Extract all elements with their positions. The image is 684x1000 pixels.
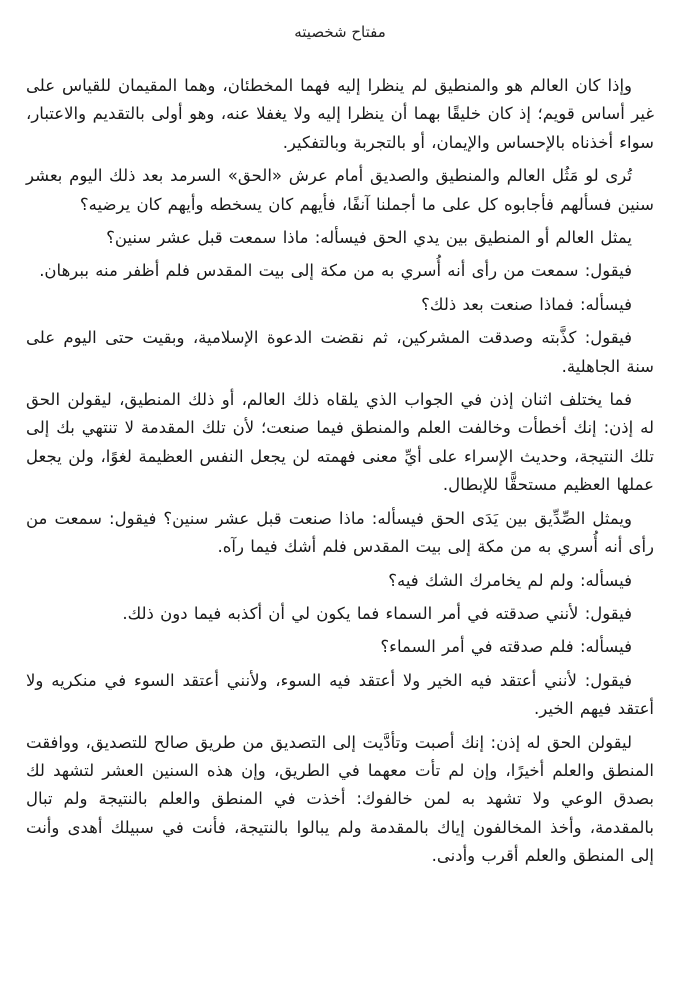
paragraph: وإذا كان العالم هو والمنطيق لم ينظرا إليه فهما المخطئان، وهما المقيمان للقياس على غير أساس قويم؛ إذ كان خليقًا بهما أن ينظرا إليه ولا يغفلا عنه، وهو أولى بالتقديم والاعتبار، سواء أخذناه بالإحساس والإيمان، أو بالتجربة وبالتفكير. [26, 76, 654, 152]
paragraph: فيقول: لأنني صدقته في أمر السماء فما يكون لي أن أكذبه فيما دون ذلك. [122, 603, 632, 623]
paragraph: يمثل العالم أو المنطيق بين يدي الحق فيسأله: ماذا سمعت قبل عشر سنين؟ [106, 228, 632, 248]
paragraph: ويمثل الصِّدِّيق بين يَدَى الحق فيسأله: ماذا صنعت قبل عشر سنين؟ فيقول: سمعت من رأى أنه أُسري به من مكة إلى بيت المقدس فلم أشك فيما رآه. [26, 508, 654, 557]
paragraph: تُرى لو مَثُل العالم والمنطيق والصديق أمام عرش «الحق» السرمد بعد ذلك اليوم بعشر سنين فسألهم فأجابوه كل على ما أجملنا آنفًا، فأيهم كان يسخطه وأيهم كان يرضيه؟ [26, 166, 654, 214]
paragraph: فيقول: سمعت من رأى أنه أُسري به من مكة إلى بيت المقدس فلم أظفر منه ببرهان. [39, 261, 632, 281]
paragraph: فيسأله: ولم لم يخامرك الشك فيه؟ [388, 570, 632, 590]
paragraph: فيسأله: فلم صدقته في أمر السماء؟ [380, 637, 632, 657]
running-title: مفتاح شخصيته [294, 23, 386, 41]
paragraph: فيقول: كذَّبته وصدقت المشركين، ثم نقضت الدعوة الإسلامية، وبقيت حتى اليوم على سنة الجاهلية. [26, 328, 654, 376]
paragraph: فيسأله: فماذا صنعت بعد ذلك؟ [421, 294, 632, 314]
paragraph: فيقول: لأنني أعتقد فيه الخير ولا أعتقد فيه السوء، ولأنني أعتقد السوء في منكريه ولا أعتقد فيهم الخير. [26, 670, 654, 719]
paragraph: ليقولن الحق له إذن: إنك أصبت وتأدَّيت إلى التصديق من طريق صالح للتصديق، ووافقت المنطق والعلم أخيرًا، وإن لم تأت معهما في الطريق، وإن هذه السنين العشر لتشهد لك بصدق الوعي ولا تشهد به لمن خالفوك: أخذت في المنطق والعلم بالنتيجة ولم تبال بالمقدمة، وأخذ المخالفون إياك بالمقدمة ولم يبالوا بالنتيجة، فأنت في سبيلك أهدى وأنت إلى المنطق والعلم أقرب وأدنى. [26, 732, 654, 866]
body-text [26, 72, 654, 871]
paragraph: فما يختلف اثنان إذن في الجواب الذي يلقاه ذلك العالم، أو ذلك المنطيق، ليقولن الحق له إذن: إنك أخطأت وخالفت العلم والمنطق فيما صنعت؛ لأن تلك المقدمة لا تنتهي بك إلى تلك النتيجة، وحديث الإسراء على أيِّ معنى فهمته لن يجعل النفس العظيمة لغوًا، ولن يجعل عملها العظيم مستحقًّا للإبطال. [26, 390, 654, 495]
